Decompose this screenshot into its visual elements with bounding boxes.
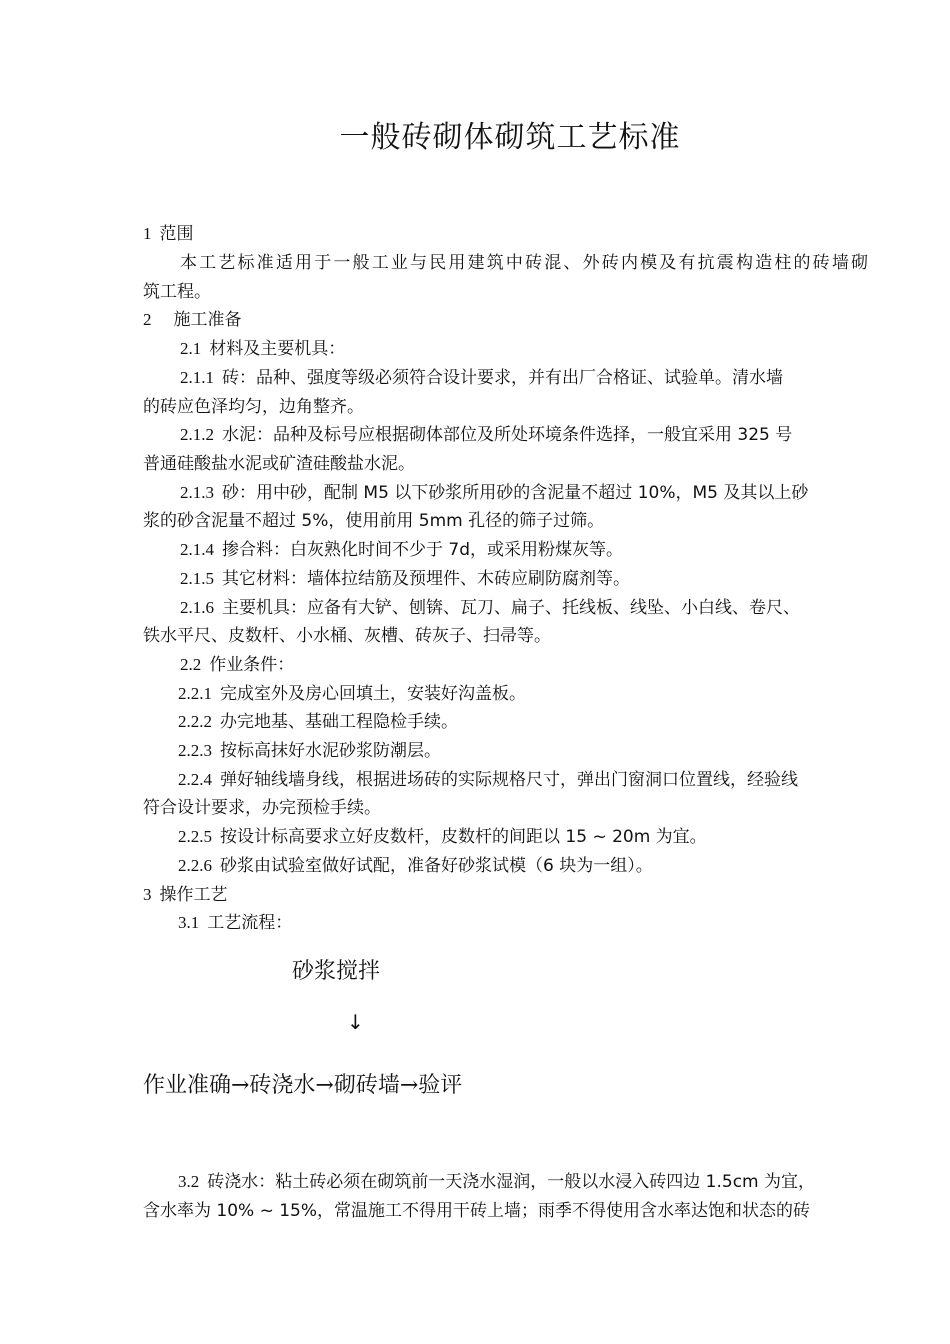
section-title: 作业条件： (209, 655, 295, 675)
paragraph-line: 含水率为 10% ~ 15%，常温施工不得用干砖上墙；雨季不得使用含水率达饱和状态的砖 (143, 1201, 811, 1221)
subsection-2-2 (180, 654, 294, 676)
item-text: 按标高抹好水泥砂浆防潮层。 (220, 741, 441, 761)
item-number: 2.1.3 (180, 483, 214, 502)
item-text: 按设计标高要求立好皮数杆，皮数杆的间距以 15 ~ 20m 为宜。 (220, 827, 707, 847)
section-title: 范围 (159, 224, 194, 244)
item-text: 掺合料：白灰熟化时间不少于 7d，或采用粉煤灰等。 (222, 540, 624, 560)
section-number: 2.1 (180, 339, 202, 358)
section-number: 2.2 (180, 655, 202, 674)
paragraph-line: 的砖应色泽均匀，边角整齐。 (143, 397, 364, 417)
flow-step-mortar-mixing: 砂浆搅拌 (292, 959, 381, 984)
item-number: 3.2 (178, 1172, 200, 1191)
section-3-heading (143, 884, 228, 906)
paragraph-line: 符合设计要求，办完预检手续。 (143, 798, 381, 818)
item-number: 2.1.5 (180, 569, 214, 588)
item-2-2-1 (178, 683, 526, 705)
subsection-3-1 (178, 912, 292, 934)
item-text: 水泥：品种及标号应根据砌体部位及所处环境条件选择，一般宜采用 325 号 (222, 425, 793, 445)
section-number: 3 (143, 885, 152, 904)
section-number: 1 (143, 224, 152, 243)
item-number: 2.2.2 (178, 712, 212, 731)
item-text: 完成室外及房心回填土，安装好沟盖板。 (220, 684, 526, 704)
item-number: 2.2.5 (178, 827, 212, 846)
item-number: 2.1.2 (180, 425, 214, 444)
paragraph-line: 筑工程。 (143, 282, 211, 302)
item-text: 弹好轴线墙身线，根据进场砖的实际规格尺寸，弹出门窗洞口位置线，经验线 (220, 770, 798, 790)
item-2-2-6 (178, 855, 653, 877)
item-text: 其它材料：墙体拉结筋及预埋件、木砖应刷防腐剂等。 (222, 569, 630, 589)
item-number: 2.2.1 (178, 684, 212, 703)
page-title: 一般砖砌体砌筑工艺标准 (339, 120, 681, 155)
section-number: 2 (143, 310, 152, 329)
item-text: 办完地基、基础工程隐检手续。 (220, 712, 458, 732)
item-2-2-4 (178, 769, 798, 791)
item-number: 2.2.3 (178, 741, 212, 760)
item-3-2 (178, 1171, 815, 1193)
section-title: 操作工艺 (159, 885, 228, 905)
item-2-1-1 (180, 367, 783, 389)
section-title: 施工准备 (173, 310, 242, 330)
item-2-1-3 (180, 482, 808, 504)
item-2-2-2 (178, 711, 458, 733)
flow-main-sequence: 作业准确→砖浇水→砌砖墙→验评 (143, 1073, 463, 1098)
item-text: 主要机具：应备有大铲、刨锛、瓦刀、扁子、托线板、线坠、小白线、卷尺、 (222, 598, 800, 618)
section-2-heading (143, 309, 242, 331)
paragraph-line: 铁水平尺、皮数杆、小水桶、灰槽、砖灰子、扫帚等。 (143, 626, 551, 646)
item-text: 砂：用中砂，配制 M5 以下砂浆所用砂的含泥量不超过 10%，M5 及其以上砂 (222, 483, 809, 503)
subsection-2-1 (180, 338, 345, 360)
item-number: 2.1.1 (180, 368, 214, 387)
section-1-heading (143, 223, 194, 245)
item-number: 2.2.6 (178, 856, 212, 875)
section-title: 工艺流程： (207, 913, 293, 933)
item-number: 2.2.4 (178, 770, 212, 789)
paragraph-line: 浆的砂含泥量不超过 5%，使用前用 5mm 孔径的筛子过筛。 (143, 511, 605, 531)
section-number: 3.1 (178, 913, 200, 932)
item-text: 砖：品种、强度等级必须符合设计要求，并有出厂合格证、试验单。清水墙 (222, 368, 783, 388)
item-number: 2.1.6 (180, 598, 214, 617)
paragraph-line: 普通硅酸盐水泥或矿渣硅酸盐水泥。 (143, 454, 415, 474)
paragraph-line: 本工艺标准适用于一般工业与民用建筑中砖混、外砖内模及有抗震构造柱的砖墙砌 (180, 253, 868, 273)
item-text: 砂浆由试验室做好试配，准备好砂浆试模（6 块为一组）。 (220, 856, 653, 876)
down-arrow-icon: ↓ (347, 1010, 364, 1034)
item-2-1-4 (180, 539, 623, 561)
item-number: 2.1.4 (180, 540, 214, 559)
item-2-2-5 (178, 826, 707, 848)
section-title: 材料及主要机具： (209, 339, 346, 359)
item-2-1-5 (180, 568, 630, 590)
item-2-2-3 (178, 740, 441, 762)
item-2-1-2 (180, 424, 792, 446)
item-text: 砖浇水：粘土砖必须在砌筑前一天浇水湿润，一般以水浸入砖四边 1.5cm 为宜， (207, 1172, 815, 1192)
item-2-1-6 (180, 597, 800, 619)
